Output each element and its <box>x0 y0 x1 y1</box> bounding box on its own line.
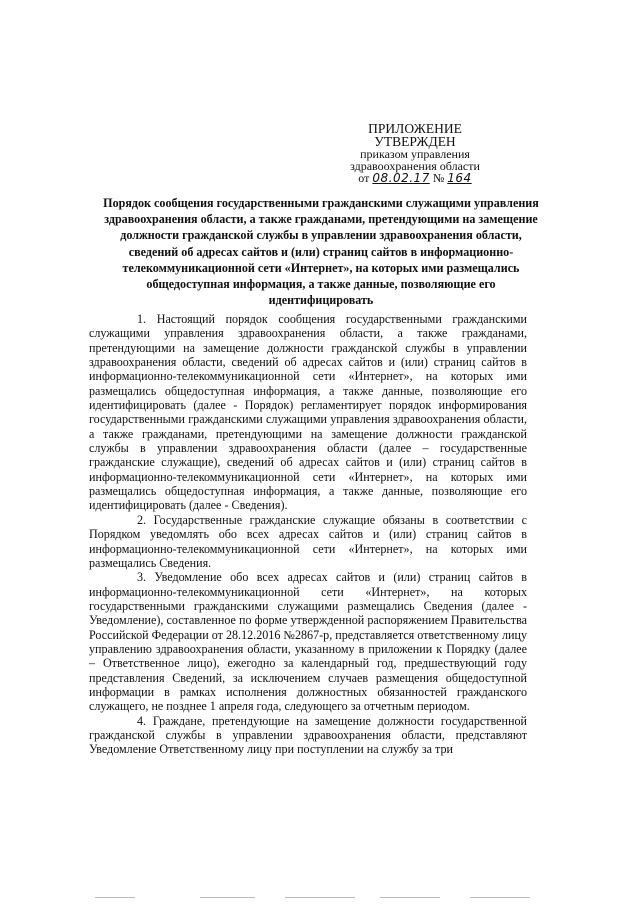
approval-block <box>330 122 500 184</box>
document-title: Порядок сообщения государственными гражданскими служащими управления здравоохранения области, а также гражданами, претендующими на замещение должности гражданской службы в управлении здравоохранения области, сведений об адресах сайтов и (или) страниц сайтов в информационно-телекоммуникационной сети «Интернет», на которых ими размещались общедоступная информация, а также данные, позволяющие его идентифицировать <box>103 196 539 308</box>
order-line-2: здравоохранения области <box>350 159 480 173</box>
number-sign: № <box>432 171 445 185</box>
scan-mark <box>95 897 135 898</box>
paragraph-4: 4. Граждане, претендующие на замещение должности государственной гражданской службы в управлении здравоохранения области, представляют Уведомление Ответственному лицу при поступлении на службу за три <box>89 713 527 757</box>
appendix-label: ПРИЛОЖЕНИЕ <box>368 121 462 136</box>
paragraph-3: 3. Уведомление обо всех адресах сайтов и (или) страниц сайтов в информационно-телекоммуникационной сети «Интернет», на которых государственными гражданскими служащими размещались Сведения (далее - Уведомление), составленное по форме утвержденной распоряжением Правительства Российской Федерации от 28.12.2016 №2867-р, представляется ответственному лицу управлению здравоохранения области, указанному в приложении к Порядку (далее – Ответственное лицо), ежегодно за календарный год, предшествующий году представления Сведений, за исключением случаев размещения общедоступной информации в рамках исполнения должностных обязанностей гражданского служащего, не позднее 1 апреля года, следующего за отчетным периодом. <box>89 570 527 714</box>
paragraph-2: 2. Государственные гражданские служащие обязаны в соответствии с Порядком уведомлять обо всех адресах сайтов и (или) страниц сайтов в информационно-телекоммуникационной сети «Интернет», на которых ими размещались Сведения. <box>89 512 527 570</box>
document-body <box>89 312 527 757</box>
approved-label: УТВЕРЖДЕН <box>374 134 456 149</box>
scan-mark <box>285 897 355 898</box>
scan-mark <box>200 897 255 898</box>
handwritten-date: 08.02.17 <box>372 171 430 185</box>
from-prefix: от <box>358 171 370 185</box>
order-line-1: приказом управления <box>360 147 470 161</box>
scan-mark <box>380 897 440 898</box>
scan-mark <box>470 897 530 898</box>
handwritten-number: 164 <box>447 171 472 185</box>
order-date-number-line <box>330 172 500 184</box>
paragraph-1: 1. Настоящий порядок сообщения государственными гражданскими служащими управления здравоохранения области, а также гражданами, претендующими на замещение должности гражданской службы в управлении здравоохранения области, сведений об адресах сайтов и (или) страниц сайтов в информационно-телекоммуникационной сети «Интернет», на которых ими размещались общедоступная информация, а также данные, позволяющие его идентифицировать (далее - Порядок) регламентирует порядок информирования государственными гражданскими служащими управления здравоохранения области, а также гражданами, претендующими на замещение должности гражданской службы в управлении здравоохранения области (далее – государственные гражданские служащие), сведений об адресах сайтов и (или) страниц сайтов в информационно-телекоммуникационной сети «Интернет», на которых ими размещались общедоступная информация, а также данные, позволяющие его идентифицировать (далее - Сведения). <box>89 312 527 513</box>
scan-edge-marks <box>0 893 640 905</box>
